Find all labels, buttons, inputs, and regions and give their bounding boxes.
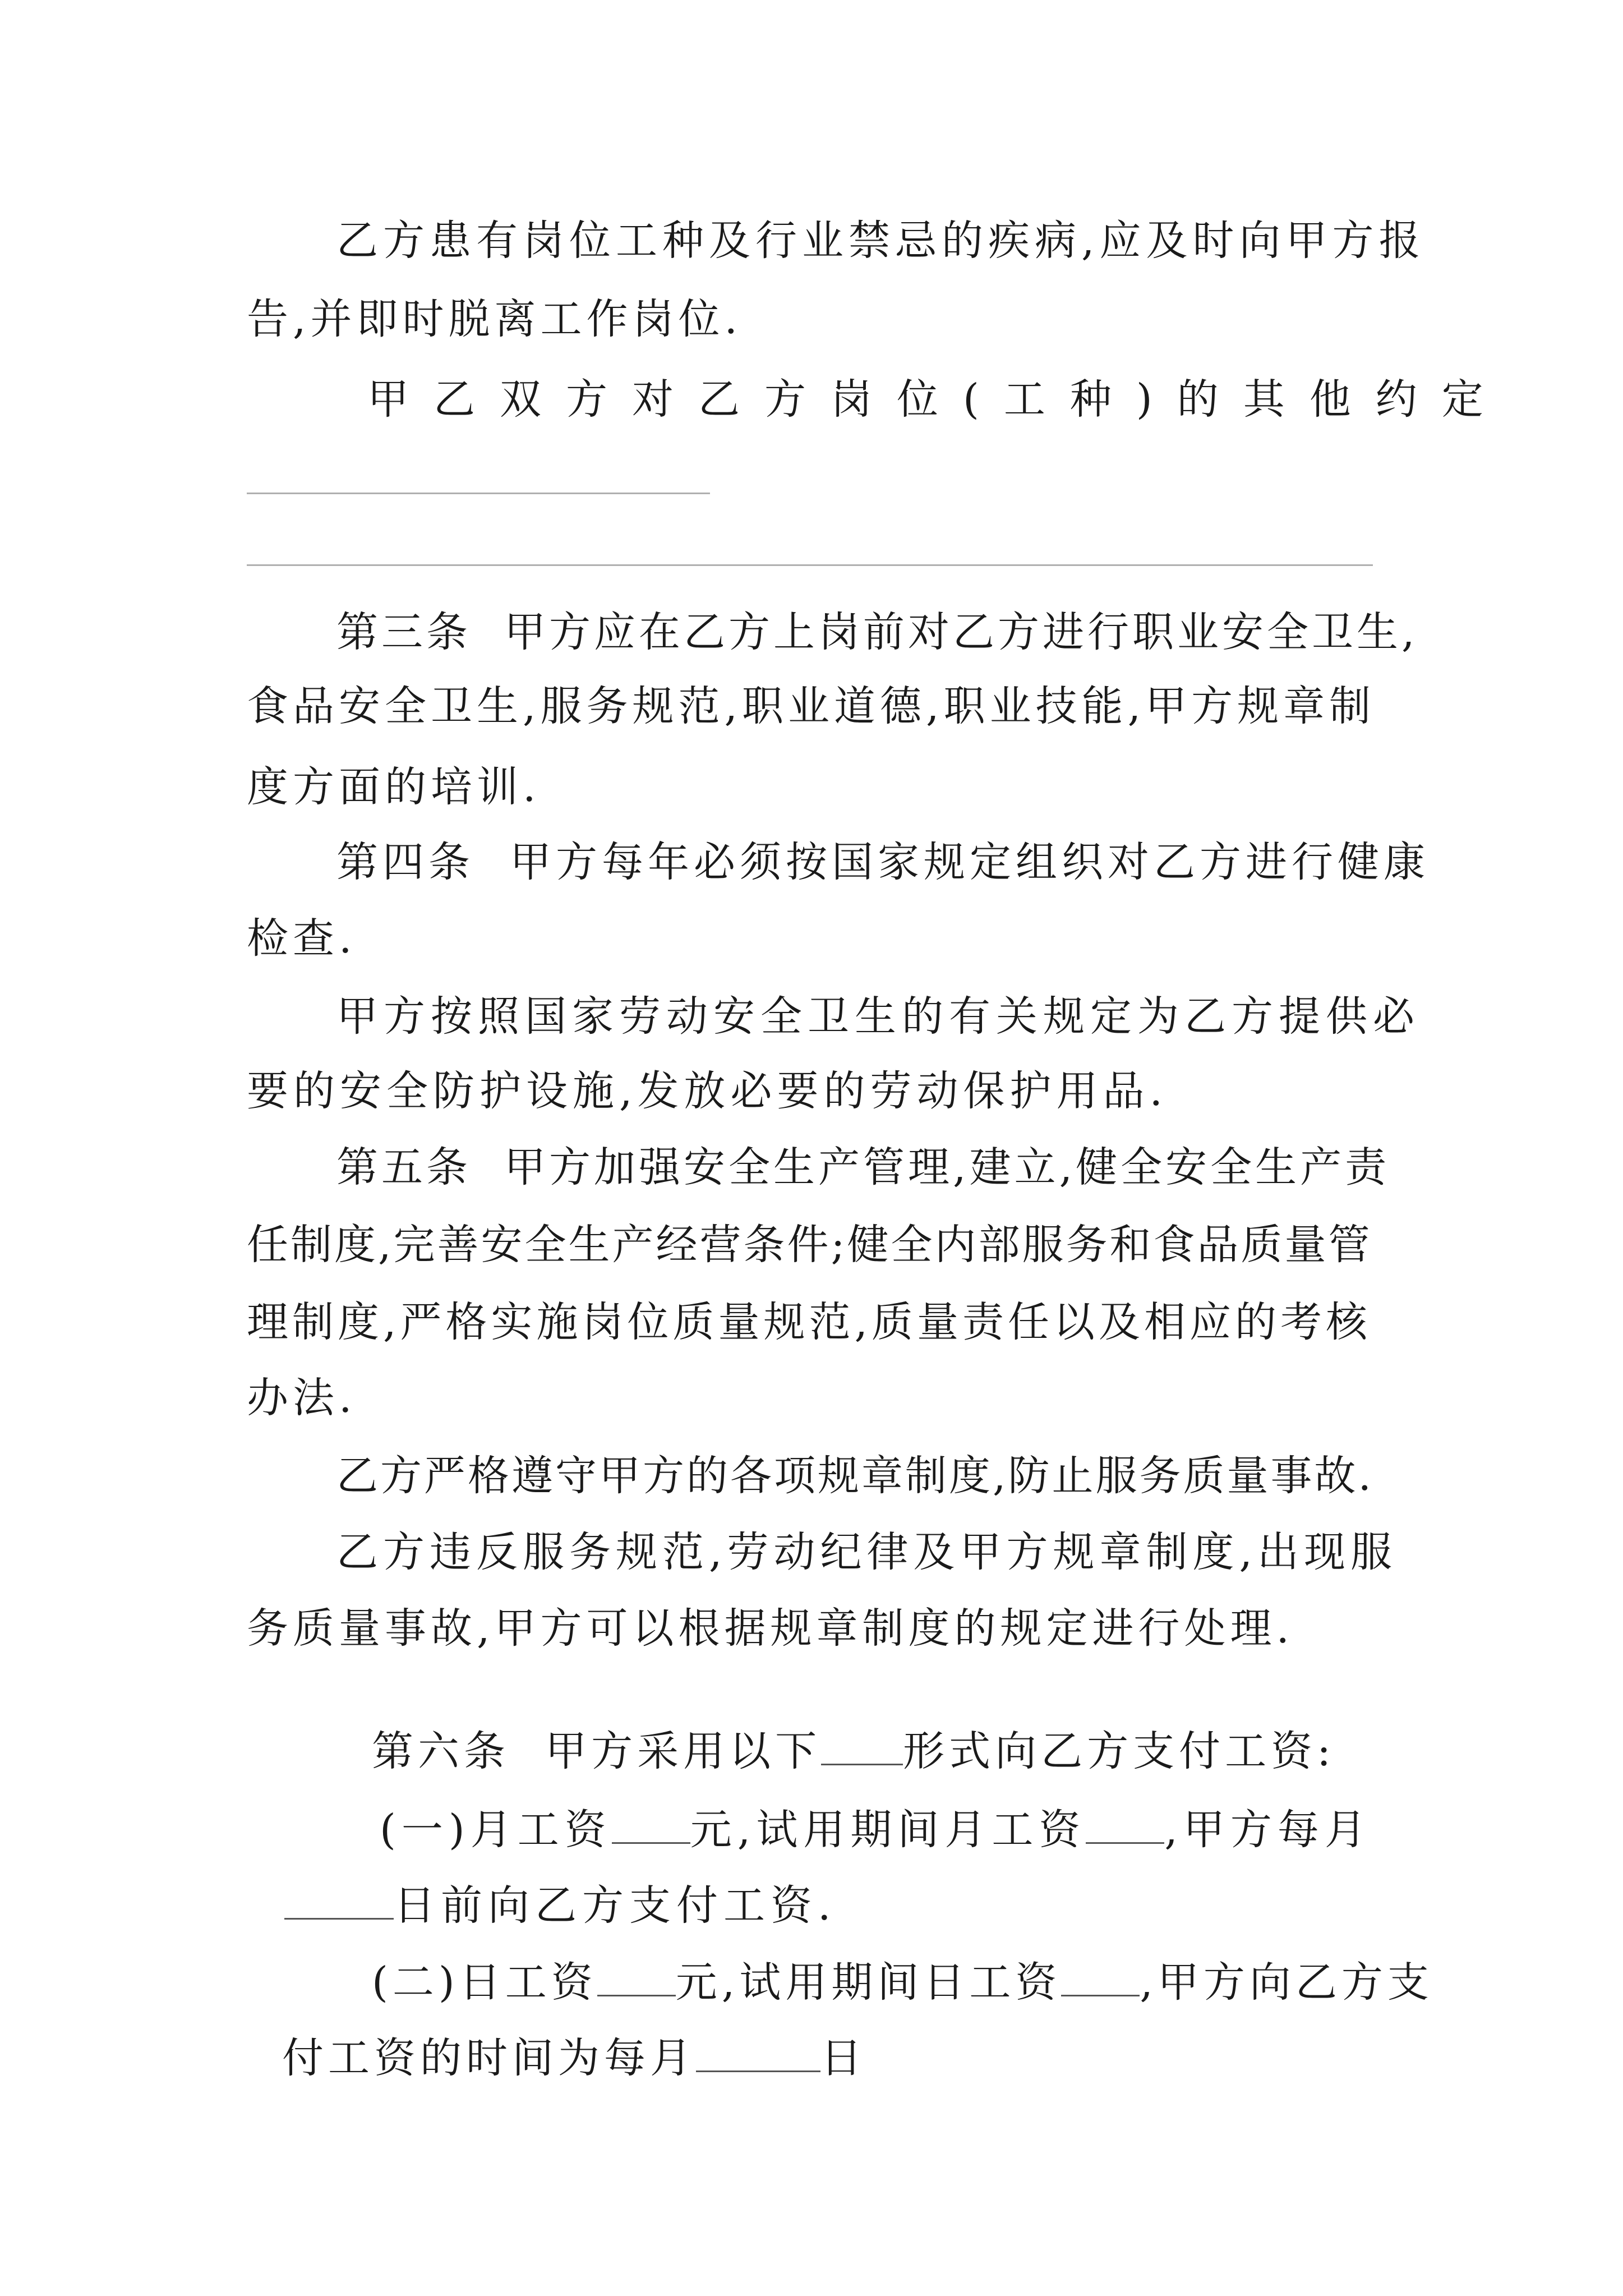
payment-form-blank[interactable] xyxy=(821,1724,903,1765)
article-4-line: 第四条 甲方每年必须按国家规定组织对乙方进行健康 xyxy=(336,838,1430,886)
text-line: 告,并即时脱离工作岗位. xyxy=(247,295,743,343)
text-line: 任制度,完善安全生产经营条件;健全内部服务和食品质量管 xyxy=(247,1221,1372,1269)
text-line: 甲乙双方对乙方岗位(工种)的其他约定 xyxy=(367,375,1508,424)
text-line: 乙方患有岗位工种及行业禁忌的疾病,应及时向甲方报 xyxy=(336,217,1426,265)
text-line: 检查. xyxy=(247,914,357,963)
probation-monthly-wage-blank[interactable] xyxy=(1086,1803,1164,1844)
text-segment: 形式向乙方支付工资: xyxy=(903,1727,1336,1775)
text-line xyxy=(247,1837,837,1930)
article-6-line xyxy=(336,1683,1336,1775)
text-line: 乙方违反服务规范,劳动纪律及甲方规章制度,出现服 xyxy=(336,1528,1398,1576)
text-line: 要的安全防护设施,发放必要的劳动保护用品. xyxy=(247,1067,1168,1115)
text-segment: 付工资的时间为每月 xyxy=(282,2034,697,2082)
text-line: 乙方严格遵守甲方的各项规章制度,防止服务质量事故. xyxy=(336,1452,1374,1500)
daily-pay-date-blank[interactable] xyxy=(696,2031,820,2072)
text-segment: 第六条 甲方采用以下 xyxy=(372,1727,822,1775)
text-line: 理制度,严格实施岗位质量规范,质量责任以及相应的考核 xyxy=(247,1298,1372,1346)
article-3-line: 第三条 甲方应在乙方上岗前对乙方进行职业安全卫生, xyxy=(336,608,1418,656)
fill-in-line xyxy=(247,493,710,494)
text-segment: ,甲方每月 xyxy=(1164,1806,1372,1854)
text-line: 甲方按照国家劳动安全卫生的有关规定为乙方提供必 xyxy=(336,992,1420,1041)
text-segment: (二)日工资 xyxy=(372,1958,597,2007)
text-segment: 元,试用期间月工资 xyxy=(690,1806,1086,1854)
text-segment: 日前向乙方支付工资. xyxy=(394,1881,837,1930)
text-line: 办法. xyxy=(247,1374,357,1422)
text-line: 务质量事故,甲方可以根据规章制度的规定进行处理. xyxy=(247,1604,1294,1653)
fill-in-line xyxy=(247,564,1373,566)
text-line xyxy=(247,1990,867,2082)
text-segment: 元,试用期间日工资 xyxy=(675,1958,1062,2007)
article-5-line: 第五条 甲方加强安全生产管理,建立,健全安全生产责 xyxy=(336,1143,1390,1191)
text-line: 度方面的培训. xyxy=(247,763,541,811)
probation-daily-wage-blank[interactable] xyxy=(1061,1955,1140,1996)
text-segment: ,甲方向乙方支 xyxy=(1140,1958,1433,2007)
text-line: 食品安全卫生,服务规范,职业道德,职业技能,甲方规章制 xyxy=(247,682,1376,730)
text-segment: (一)月工资 xyxy=(380,1806,612,1854)
text-segment: 日 xyxy=(820,2034,867,2082)
